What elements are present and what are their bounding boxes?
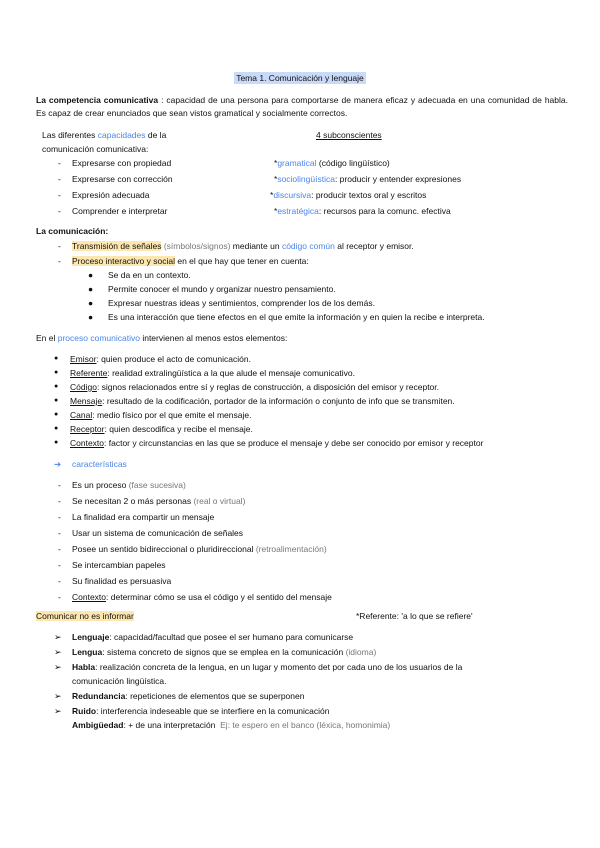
element-desc: : factor y circunstancias en las que se produce el mensaje y debe ser conocido por emisor y receptor [104, 438, 484, 448]
dash-marker: - [58, 158, 61, 168]
comunicacion-bullet [36, 268, 576, 282]
caracteristica-item [36, 510, 576, 524]
concepto-text [72, 630, 353, 644]
capacidad-row [36, 172, 576, 186]
element-text [70, 380, 439, 394]
bullet-marker: ● [54, 425, 59, 432]
bullet-marker: ● [54, 439, 59, 446]
cap-line1-post: de la [145, 130, 167, 140]
element-desc: : realidad extralingüística a la que alude el mensaje comunicativo. [107, 368, 355, 378]
concepto-item [36, 660, 576, 674]
intro-paragraph [36, 94, 568, 120]
star: * [274, 158, 278, 168]
dash-marker: - [58, 496, 61, 506]
concepto-desc: : interferencia indeseable que se interfiere en la comunicación [96, 706, 330, 716]
subconsciente-item [274, 204, 451, 218]
capacidad-row [36, 204, 576, 218]
gray-text: (fase sucesiva) [128, 480, 186, 490]
star: * [274, 206, 278, 216]
comunicar-heading: Comunicar no es informar [36, 611, 134, 621]
dash-marker: - [58, 480, 61, 490]
element-term: Código [70, 382, 97, 392]
concepto-continuation [36, 674, 576, 688]
caracteristica-text [72, 542, 327, 556]
dash-marker: - [58, 190, 61, 200]
element-term: Canal [70, 410, 93, 420]
bullet-text: Permite conocer el mundo y organizar nuestro pensamiento. [108, 284, 336, 294]
dash-marker: - [58, 241, 61, 251]
concepto-term: Redundancia [72, 691, 126, 701]
dash-marker: - [58, 528, 61, 538]
comunicacion-heading: La comunicación: [36, 226, 109, 236]
element-desc: : resultado de la codificación, portador de la información o conjunto de info que se transmiten. [102, 396, 455, 406]
element-text [70, 352, 251, 366]
referente-note: *Referente: 'a lo que se refiere' [356, 611, 473, 621]
proceso-element [36, 422, 576, 436]
dash-marker: - [58, 560, 61, 570]
bullet-marker: ● [88, 284, 94, 294]
bullet-text: Es una interacción que tiene efectos en el que emite la información y en quien la recibe e interpreta. [108, 312, 485, 322]
proceso-intro-row [36, 331, 576, 345]
concepto-text [72, 645, 376, 659]
capacidades-header-row [36, 128, 576, 142]
plain-text: : determinar cómo se usa el código y el sentido del mensaje [106, 592, 332, 602]
plain-text: en el que hay que tener en cuenta: [175, 256, 309, 266]
gray-text: (idioma) [345, 647, 377, 657]
caracteristicas-heading: características [72, 459, 127, 469]
triangle-bullet-icon: ➢ [54, 706, 62, 716]
bullet-marker: ● [54, 355, 59, 362]
concepto-desc: : capacidad/facultad que posee el ser humano para comunicarse [109, 632, 354, 642]
comunicacion-bullet [36, 296, 576, 310]
concepto-term: Ruido [72, 706, 97, 716]
subconsciente-item [274, 156, 390, 170]
concepto-text [72, 660, 462, 674]
proceso-element [36, 408, 576, 422]
dash-marker: - [58, 512, 61, 522]
concepto-item [36, 689, 576, 703]
comunicacion-heading-row [36, 224, 576, 238]
bullet-marker: ● [54, 383, 59, 390]
ambiguedad-term: Ambigüedad [72, 720, 124, 730]
element-text [70, 366, 355, 380]
element-term: Mensaje [70, 396, 103, 406]
caracteristica-text: Se intercambian papeles [72, 560, 166, 570]
element-text [70, 408, 251, 422]
comunicacion-bullet [36, 282, 576, 296]
sub-desc: : recursos para la comunc. efectiva [318, 206, 451, 216]
subconsciente-item [274, 172, 461, 186]
blue-text: proceso comunicativo [57, 333, 140, 343]
concepto-item [36, 704, 576, 718]
plain-text: al receptor y emisor. [334, 241, 414, 251]
element-text [70, 436, 483, 450]
ambiguedad-text [72, 718, 390, 732]
bullet-marker: ● [88, 270, 94, 280]
dash-marker: - [58, 592, 61, 602]
element-text [70, 422, 253, 436]
document-title: Tema 1. Comunicación y lenguaje [236, 73, 364, 83]
plain-text: Se necesitan 2 o más personas [72, 496, 194, 506]
element-desc: : medio físico por el que emite el mensaje. [92, 410, 252, 420]
cap-line1-blue: capacidades [97, 130, 146, 140]
concepto-desc: : sistema concreto de signos que se emplea en la comunicación [102, 647, 346, 657]
plain-text: Posee un sentido bidireccional o pluridireccional [72, 544, 256, 554]
caracteristica-item [36, 494, 576, 508]
concepto-text [72, 689, 304, 703]
caracteristica-text [72, 478, 186, 492]
triangle-bullet-icon: ➢ [54, 662, 62, 672]
gray-text: (retroalimentación) [255, 544, 327, 554]
concepto-desc: : realización concreta de la lengua, en un lugar y momento det por cada uno de los usuarios de la [95, 662, 463, 672]
caracteristicas-heading-row [36, 457, 576, 471]
plain-text: Es un proceso [72, 480, 129, 490]
arrow-right-icon: ➔ [54, 459, 62, 469]
concepto-desc: : repeticiones de elementos que se superponen [125, 691, 305, 701]
concepto-term: Habla [72, 662, 96, 672]
triangle-bullet-icon: ➢ [54, 647, 62, 657]
bullet-text: Expresar nuestras ideas y sentimientos, comprender los de los demás. [108, 298, 375, 308]
capacidad-item: Comprender e interpretar [72, 206, 168, 216]
proceso-element [36, 436, 576, 450]
highlight-text: Transmisión de señales [72, 241, 162, 251]
subconsciente-item [270, 188, 426, 202]
element-term: Referente [70, 368, 108, 378]
cap-line1-pre: Las diferentes [42, 130, 98, 140]
ambiguedad-desc: : + de una interpretación [123, 720, 216, 730]
caracteristica-item [36, 526, 576, 540]
caracteristica-item [36, 542, 576, 556]
caracteristica-text: Usar un sistema de comunicación de señales [72, 528, 244, 538]
gray-text: (real o virtual) [193, 496, 246, 506]
caracteristica-item [36, 558, 576, 572]
comunicar-heading-row [36, 609, 576, 623]
comunicacion-item [36, 239, 576, 253]
bullet-marker: ● [54, 397, 59, 404]
sub-desc: (código lingüístico) [316, 158, 390, 168]
element-term: Emisor [70, 354, 97, 364]
dash-marker: - [58, 206, 61, 216]
sub-term: sociolingüística [277, 174, 335, 184]
dash-marker: - [58, 256, 61, 266]
triangle-bullet-icon: ➢ [54, 632, 62, 642]
caracteristica-item [36, 574, 576, 588]
intro-term: La competencia comunicativa [36, 95, 159, 105]
element-desc: : quien descodifica y recibe el mensaje. [104, 424, 253, 434]
plain-text: En el [36, 333, 58, 343]
caracteristica-text: Su finalidad es persuasiva [72, 576, 172, 586]
concepto-item [36, 645, 576, 659]
caracteristica-item [36, 590, 576, 604]
capacidad-item: Expresarse con propiedad [72, 158, 172, 168]
bullet-text: Se da en un contexto. [108, 270, 191, 280]
concepto-term: Lenguaje [72, 632, 110, 642]
capacidades-line2-row [36, 142, 576, 156]
ambiguedad-example: Ej: te espero en el banco (léxica, homonimia) [220, 720, 391, 730]
proceso-element [36, 394, 576, 408]
comunicacion-bullet [36, 310, 576, 324]
intro-text: : capacidad de una persona para comportarse de manera eficaz y adecuada en una comunidad de habla. Es capaz de crear enunciados que sean vistos gramatical y socialmente correctos. [36, 95, 568, 118]
gray-text: (símbolos/signos) [161, 241, 231, 251]
bullet-marker: ● [54, 411, 59, 418]
concepto-text [72, 704, 330, 718]
triangle-bullet-icon: ➢ [54, 691, 62, 701]
element-term: Receptor [70, 424, 105, 434]
document-title-wrap [0, 73, 600, 83]
cap-line2: comunicación comunicativa: [42, 144, 149, 154]
habla-continuation: comunicación lingüística. [72, 676, 167, 686]
blue-text: código común [281, 241, 335, 251]
capacidades-line1 [42, 128, 166, 142]
dash-marker: - [58, 576, 61, 586]
sub-term: discursiva [273, 190, 312, 200]
proceso-element [36, 366, 576, 380]
element-text [70, 394, 455, 408]
bullet-marker: ● [88, 312, 94, 322]
caracteristica-text: La finalidad era compartir un mensaje [72, 512, 215, 522]
underlined-text: Contexto [72, 592, 107, 602]
plain-text: mediante un [230, 241, 282, 251]
proceso-element [36, 352, 576, 366]
bullet-marker: ● [54, 369, 59, 376]
ambiguedad-row [36, 718, 576, 732]
bullet-marker: ● [88, 298, 94, 308]
comunicacion-item-text [72, 239, 414, 253]
concepto-term: Lengua [72, 647, 103, 657]
element-desc: : signos relacionados entre sí y reglas de construcción, a disposición del emisor y receptor. [96, 382, 440, 392]
plain-text: intervienen al menos estos elementos: [139, 333, 288, 343]
comunicacion-item-text [72, 254, 309, 268]
concepto-item [36, 630, 576, 644]
element-term: Contexto [70, 438, 105, 448]
capacidad-row [36, 156, 576, 170]
caracteristica-text [72, 590, 332, 604]
proceso-element [36, 380, 576, 394]
dash-marker: - [58, 174, 61, 184]
capacidad-row [36, 188, 576, 202]
star: * [270, 190, 274, 200]
subconscientes-header: 4 subconscientes [316, 130, 382, 140]
sub-desc: : producir textos oral y escritos [311, 190, 427, 200]
capacidad-item: Expresarse con corrección [72, 174, 173, 184]
caracteristica-item [36, 478, 576, 492]
sub-term: gramatical [277, 158, 317, 168]
capacidad-item: Expresión adecuada [72, 190, 150, 200]
caracteristica-text [72, 494, 245, 508]
star: * [274, 174, 278, 184]
sub-desc: : producir y entender expresiones [334, 174, 462, 184]
comunicacion-item [36, 254, 576, 268]
highlight-text: Proceso interactivo y social [72, 256, 175, 266]
dash-marker: - [58, 544, 61, 554]
element-desc: : quien produce el acto de comunicación. [96, 354, 251, 364]
sub-term: estratégica [277, 206, 319, 216]
